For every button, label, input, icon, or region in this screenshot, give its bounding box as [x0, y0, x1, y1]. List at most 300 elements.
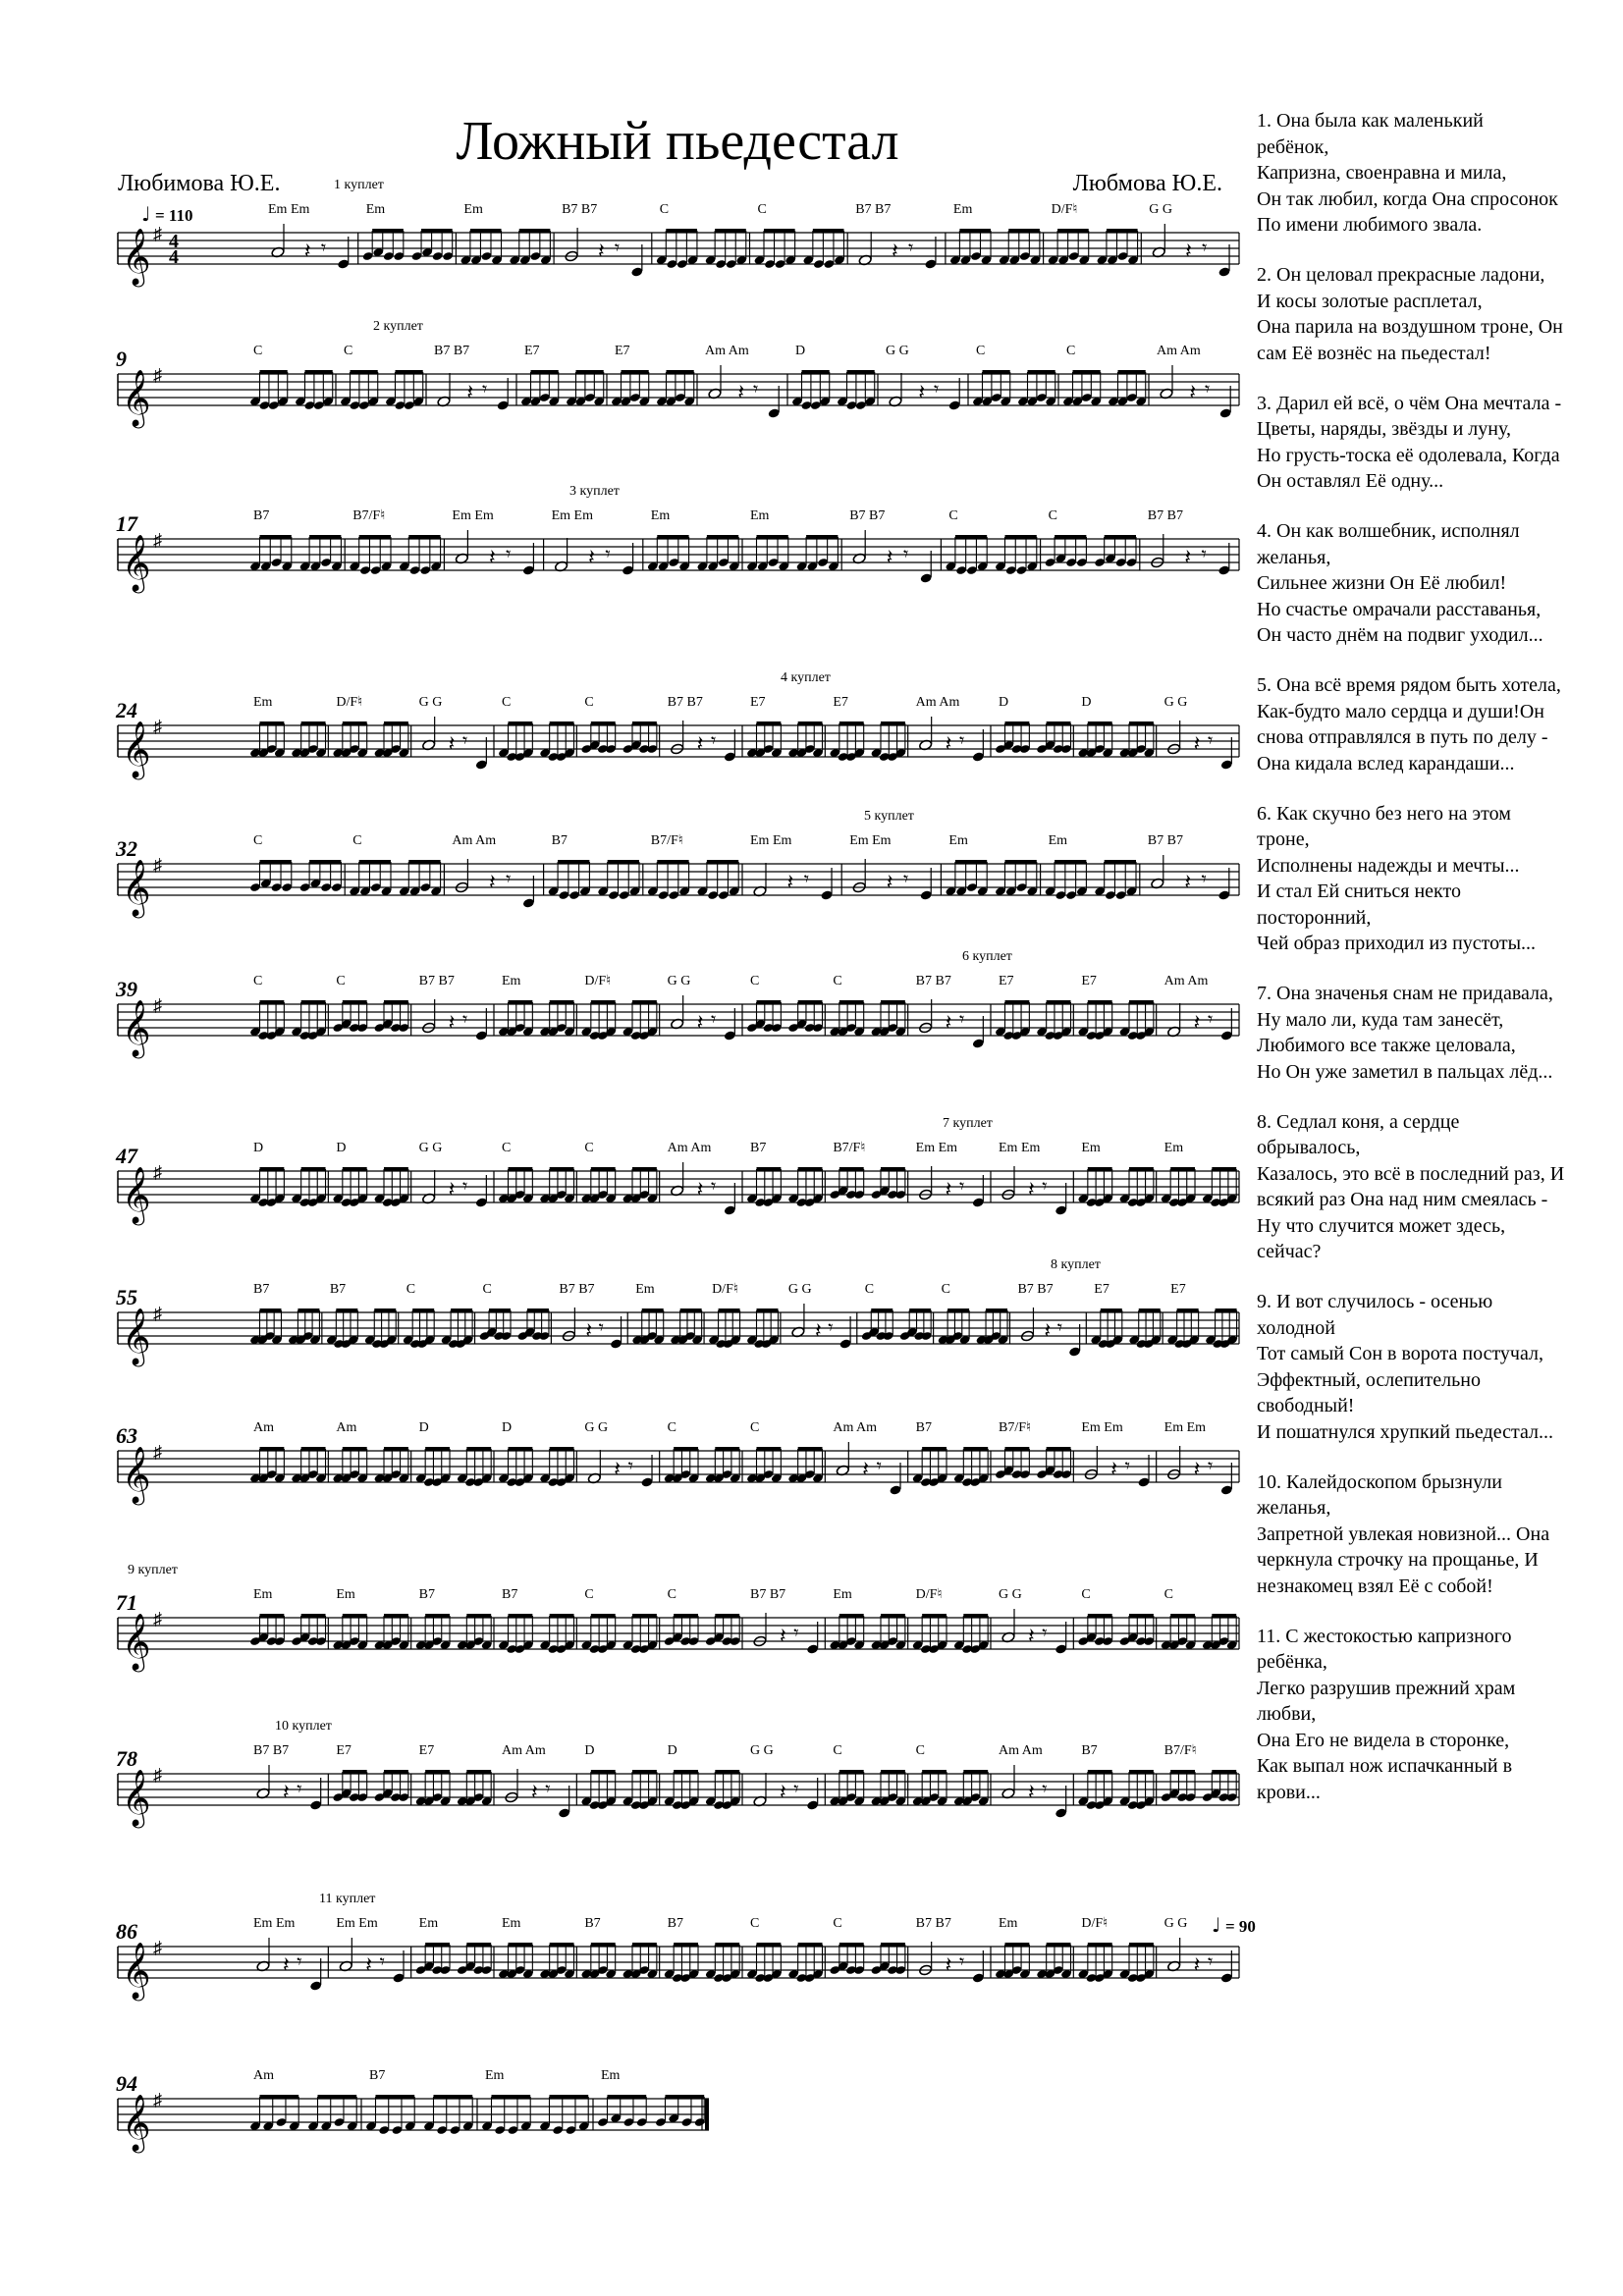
eighth-rest-icon: 𝄾 [793, 1777, 799, 1800]
eighth-rest-icon: 𝄾 [461, 728, 468, 752]
chord-symbol: Em [833, 1587, 852, 1602]
chord-symbol: C [833, 974, 842, 988]
sharp-icon: ♯ [153, 1765, 162, 1785]
eighth-rest-icon: 𝄾 [793, 1621, 799, 1644]
quarter-rest-icon: 𝄽 [945, 1011, 952, 1036]
lyric-line: Как-будто мало сердца и души!Он [1257, 700, 1544, 722]
eighth-rest-icon: 𝄾 [1202, 236, 1208, 259]
quarter-rest-icon: 𝄽 [1184, 871, 1192, 895]
chord-symbol: G G [750, 1743, 774, 1758]
lyric-line: 9. И вот случилось - осенью [1257, 1291, 1493, 1312]
chord-symbol: B7 [584, 1916, 601, 1931]
chord-symbol: Em [750, 508, 770, 523]
chord-symbol: B7 B7 [849, 508, 886, 523]
chord-symbol: Em [502, 974, 521, 988]
chord-symbol: B7 [418, 1587, 436, 1602]
quarter-rest-icon: 𝄽 [282, 1781, 290, 1805]
lyric-line: Запретной увлекая новизной... Она [1257, 1522, 1550, 1545]
eighth-rest-icon: 𝄾 [605, 542, 611, 565]
lyric-line: Капризна, своенравна и мила, [1257, 162, 1507, 184]
eighth-rest-icon: 𝄾 [1207, 1007, 1214, 1031]
verse-label: 9 куплет [128, 1563, 178, 1577]
lyric-line: свободный! [1257, 1395, 1355, 1416]
quarter-rest-icon: 𝄽 [945, 732, 952, 757]
chord-symbol: C [584, 1587, 594, 1602]
chord-symbol: Em [948, 833, 968, 848]
verse-label: 4 куплет [781, 670, 831, 685]
chord-symbol: D/F♮ [915, 1587, 943, 1602]
lyric-line: По имени любимого звала. [1257, 214, 1483, 236]
lyrics-verse [1257, 391, 1596, 495]
quarter-rest-icon: 𝄽 [448, 1011, 456, 1036]
chord-symbol: C [750, 1916, 760, 1931]
chord-symbol: Em Em [915, 1141, 958, 1155]
chord-symbol: Em [650, 508, 671, 523]
chord-symbol: B7 B7 [562, 202, 598, 217]
tempo-marking: = 110 [155, 206, 193, 225]
sharp-icon: ♯ [153, 2090, 162, 2109]
chord-symbol: D [418, 1420, 429, 1435]
lyrics-verse [1257, 672, 1596, 776]
lyric-line: сам Её вознёс на пьедестал! [1257, 342, 1491, 364]
sharp-icon: ♯ [153, 530, 162, 550]
lyric-line: Как выпал нож испачканный в [1257, 1755, 1513, 1777]
chord-symbol: D [795, 344, 806, 358]
chord-symbol: B7 B7 [1147, 833, 1183, 848]
chord-symbol: C [584, 695, 594, 710]
chord-symbol: Em Em [999, 1141, 1041, 1155]
chord-symbol: C [502, 1141, 512, 1155]
chord-symbol: D/F♮ [336, 695, 363, 710]
treble-clef-icon: 𝄞 [122, 2094, 151, 2151]
eighth-rest-icon: 𝄾 [934, 377, 940, 400]
chord-symbol: Em [601, 2068, 621, 2083]
quarter-rest-icon: 𝄽 [696, 1011, 704, 1036]
verse-label: 6 куплет [962, 949, 1012, 964]
chord-symbol: B7 B7 [253, 1743, 290, 1758]
chord-symbol: C [833, 1916, 842, 1931]
lyric-line: Чей образ приходил из пустоты... [1257, 933, 1537, 954]
eighth-rest-icon: 𝄾 [320, 236, 327, 259]
measure-number: 86 [116, 1919, 137, 1944]
chord-symbol: G G [1149, 202, 1173, 217]
chord-symbol: Em [1048, 833, 1068, 848]
lyric-line: ребёнка, [1257, 1651, 1327, 1673]
chord-symbol: Am Am [452, 833, 497, 848]
eighth-rest-icon: 𝄾 [958, 1007, 965, 1031]
eighth-rest-icon: 𝄾 [908, 236, 914, 259]
eighth-rest-icon: 𝄾 [506, 867, 512, 890]
chord-symbol: Em Em [336, 1916, 378, 1931]
lyric-line: Ну мало ли, куда там занесёт, [1257, 1008, 1504, 1031]
eighth-rest-icon: 𝄾 [958, 728, 965, 752]
chord-symbol: D/F♮ [1051, 202, 1078, 217]
sharp-icon: ♯ [153, 1304, 162, 1323]
chord-symbol: C [1066, 344, 1076, 358]
lyric-line: 8. Седлал коня, а сердце [1257, 1110, 1460, 1133]
chord-symbol: C [352, 833, 362, 848]
eighth-rest-icon: 𝄾 [1042, 1621, 1048, 1644]
lyric-line: И пошатнулся хрупкий пьедестал... [1257, 1420, 1553, 1443]
eighth-rest-icon: 𝄾 [461, 1174, 468, 1198]
chord-symbol: B7 [502, 1587, 518, 1602]
measure-number: 94 [116, 2071, 137, 2096]
treble-clef-icon: 𝄞 [122, 534, 151, 591]
song-title: Ложный пьедестал [456, 111, 899, 172]
chord-symbol: C [253, 833, 263, 848]
lyrics-verse [1257, 518, 1596, 649]
quarter-rest-icon: 𝄽 [945, 1953, 952, 1978]
sharp-icon: ♯ [153, 365, 162, 385]
quarter-rest-icon: 𝄽 [303, 240, 311, 264]
treble-clef-icon: 𝄞 [122, 369, 151, 426]
quarter-rest-icon: 𝄽 [488, 546, 496, 570]
chord-symbol: C [750, 1420, 760, 1435]
chord-symbol: C [253, 344, 263, 358]
lyric-line: Легко разрушив прежний храм [1257, 1677, 1516, 1699]
chord-symbol: B7 B7 [418, 974, 455, 988]
treble-clef-icon: 𝄞 [122, 1166, 151, 1223]
chord-symbol: B7 B7 [559, 1282, 595, 1297]
chord-symbol: E7 [750, 695, 766, 710]
chord-symbol: Em Em [849, 833, 892, 848]
chord-symbol: C [976, 344, 986, 358]
lyric-line: черкнула строчку на прощанье, И [1257, 1549, 1539, 1571]
lyric-line: Но счастье омрачали расставанья, [1257, 598, 1542, 620]
measure-number: 63 [116, 1423, 137, 1448]
eighth-rest-icon: 𝄾 [297, 1949, 302, 1973]
chord-symbol: B7/F♮ [833, 1141, 866, 1155]
lyric-line: незнакомец взял Её с собой! [1257, 1575, 1493, 1597]
eighth-rest-icon: 𝄾 [1207, 728, 1214, 752]
chord-symbol: B7/F♮ [1163, 1743, 1197, 1758]
treble-clef-icon: 𝄞 [122, 1446, 151, 1503]
chord-symbol: B7 [253, 508, 270, 523]
eighth-rest-icon: 𝄾 [958, 1949, 965, 1973]
quarter-rest-icon: 𝄽 [530, 1781, 538, 1805]
chord-symbol: Am Am [502, 1743, 546, 1758]
measure-number: 39 [116, 977, 137, 1001]
eighth-rest-icon: 𝄾 [1042, 1777, 1048, 1800]
eighth-rest-icon: 𝄾 [598, 1315, 604, 1339]
chord-symbol: Am [253, 1420, 274, 1435]
chord-symbol: Am Am [1163, 974, 1209, 988]
lyric-line: посторонний, [1257, 906, 1372, 929]
eighth-rest-icon: 𝄾 [902, 867, 909, 890]
lyric-line: желанья, [1257, 1497, 1331, 1519]
chord-symbol: G G [584, 1420, 609, 1435]
chord-symbol: E7 [999, 974, 1014, 988]
treble-clef-icon: 𝄞 [122, 1308, 151, 1364]
chord-symbol: C [1081, 1587, 1091, 1602]
author-left: Любимова Ю.Е. [118, 171, 281, 196]
chord-symbol: D/F♮ [1081, 1916, 1109, 1931]
chord-symbol: C [667, 1587, 677, 1602]
chord-symbol: B7/F♮ [999, 1420, 1032, 1435]
eighth-rest-icon: 𝄾 [958, 1174, 965, 1198]
eighth-rest-icon: 𝄾 [710, 728, 717, 752]
lyric-line: Цветы, наряды, звёзды и луну, [1257, 418, 1511, 440]
lyrics-verse [1257, 1289, 1596, 1445]
lyric-line: желанья, [1257, 546, 1331, 568]
chord-symbol: C [915, 1743, 926, 1758]
lyric-line: Он оставлял Её одну... [1257, 470, 1444, 492]
chord-symbol: Am Am [667, 1141, 712, 1155]
chord-symbol: E7 [336, 1743, 352, 1758]
chord-symbol: Em [418, 1916, 439, 1931]
chord-symbol: G G [1163, 695, 1188, 710]
eighth-rest-icon: 𝄾 [1042, 1174, 1048, 1198]
chord-symbol: C [502, 695, 512, 710]
lyric-line: 3. Дарил ей всё, о чём Она мечтала - [1257, 392, 1562, 414]
chord-symbol: B7 [915, 1420, 933, 1435]
lyrics-verse [1257, 1624, 1596, 1806]
chord-symbol: Em [1081, 1141, 1101, 1155]
chord-symbol: Am Am [705, 344, 749, 358]
chord-symbol: C [757, 202, 767, 217]
chord-symbol: D [1081, 695, 1092, 710]
chord-symbol: Em [1163, 1141, 1184, 1155]
measure-number: 9 [116, 347, 127, 371]
quarter-rest-icon: 𝄽 [448, 732, 456, 757]
quarter-rest-icon: 𝄽 [1184, 546, 1192, 570]
measure-number: 17 [116, 511, 137, 536]
eighth-rest-icon: 𝄾 [902, 542, 909, 565]
quarter-rest-icon: 𝄽 [1110, 1458, 1118, 1482]
chord-symbol: B7 B7 [667, 695, 703, 710]
quarter-rest-icon: 𝄽 [1027, 1625, 1035, 1649]
sharp-icon: ♯ [153, 995, 162, 1015]
chord-symbol: G G [886, 344, 909, 358]
chord-symbol: D [667, 1743, 677, 1758]
chord-symbol: C [948, 508, 958, 523]
lyrics-verse [1257, 981, 1596, 1085]
lyric-line: Эффектный, ослепительно [1257, 1368, 1481, 1391]
quarter-rest-icon: 𝄽 [737, 381, 745, 405]
lyric-line: снова отправлялся в путь по делу - [1257, 726, 1548, 748]
lyric-line: обрывалось, [1257, 1137, 1361, 1158]
quarter-rest-icon: 𝄽 [779, 1781, 786, 1805]
chord-symbol: C [941, 1282, 950, 1297]
treble-clef-icon: 𝄞 [122, 1769, 151, 1826]
lyric-line: ребёнок, [1257, 135, 1329, 158]
chord-symbol: Em [502, 1916, 521, 1931]
quarter-rest-icon: 𝄽 [696, 1178, 704, 1202]
chord-symbol: C [667, 1420, 677, 1435]
lyrics-verse [1257, 1109, 1596, 1265]
eighth-rest-icon: 𝄾 [1205, 377, 1211, 400]
chord-symbol: G G [418, 695, 443, 710]
sharp-icon: ♯ [153, 1609, 162, 1629]
treble-clef-icon: 𝄞 [122, 228, 151, 285]
chord-symbol: Em Em [253, 1916, 296, 1931]
chord-symbol: C [344, 344, 353, 358]
chord-symbol: Am Am [1157, 344, 1201, 358]
chord-symbol: Em Em [452, 508, 494, 523]
quarter-rest-icon: 𝄽 [282, 1953, 290, 1978]
time-signature-top: 4 [169, 231, 179, 252]
chord-symbol: D/F♮ [584, 974, 612, 988]
lyric-line: Он часто днём на подвиг уходил... [1257, 624, 1543, 646]
chord-symbol: B7 B7 [1147, 508, 1183, 523]
chord-symbol: B7/F♮ [650, 833, 683, 848]
eighth-rest-icon: 𝄾 [1207, 1454, 1214, 1477]
eighth-rest-icon: 𝄾 [1056, 1315, 1063, 1339]
quarter-rest-icon: 𝄽 [779, 1625, 786, 1649]
eighth-rest-icon: 𝄾 [710, 1007, 717, 1031]
quarter-rest-icon: 𝄽 [488, 871, 496, 895]
lyric-line: холодной [1257, 1316, 1335, 1339]
lyric-line: 2. Он целовал прекрасные ладони, [1257, 264, 1545, 286]
eighth-rest-icon: 𝄾 [710, 1174, 717, 1198]
lyric-line: Ну что случится может здесь, [1257, 1214, 1506, 1237]
lyric-line: всякий раз Она над ним смеялась - [1257, 1189, 1548, 1210]
lyric-line: 7. Она значенья снам не придавала, [1257, 983, 1553, 1004]
quarter-rest-icon: 𝄽 [1027, 1178, 1035, 1202]
eighth-rest-icon: 𝄾 [876, 1454, 882, 1477]
chord-symbol: D/F♮ [712, 1282, 738, 1297]
chord-symbol: Em [253, 1587, 273, 1602]
quarter-rest-icon: 𝄽 [1193, 732, 1201, 757]
eighth-rest-icon: 𝄾 [379, 1949, 385, 1973]
author-right: Любмова Ю.Е. [1072, 171, 1222, 196]
chord-symbol: E7 [615, 344, 630, 358]
chord-symbol: B7 B7 [855, 202, 892, 217]
eighth-rest-icon: 𝄾 [614, 236, 621, 259]
chord-symbol: D [253, 1141, 264, 1155]
chord-symbol: Am [253, 2068, 274, 2083]
lyrics-verse [1257, 1469, 1596, 1600]
quarter-rest-icon: 𝄽 [365, 1953, 373, 1978]
lyrics-column [1257, 108, 1596, 1830]
chord-symbol: B7 B7 [915, 974, 951, 988]
eighth-rest-icon: 𝄾 [803, 867, 810, 890]
tempo-marking: = 90 [1225, 1917, 1256, 1936]
lyrics-verse [1257, 262, 1596, 366]
lyric-line: Она кидала вслед карандаши... [1257, 752, 1515, 774]
measure-number: 78 [116, 1746, 137, 1771]
measure-number: 32 [116, 836, 137, 861]
chord-symbol: D [502, 1420, 513, 1435]
quarter-rest-icon: 𝄽 [814, 1319, 822, 1344]
lyric-line: И косы золотые расплетал, [1257, 290, 1483, 312]
quarter-rest-icon: 𝄽 [886, 546, 893, 570]
chord-symbol: G G [787, 1282, 812, 1297]
quarter-rest-icon: 𝄽 [1189, 381, 1197, 405]
sharp-icon: ♯ [153, 1162, 162, 1182]
quarter-rest-icon: 𝄽 [945, 1178, 952, 1202]
lyric-line: 4. Он как волшебник, исполнял [1257, 520, 1520, 542]
treble-clef-icon: 𝄞 [122, 859, 151, 916]
chord-symbol: Em [485, 2068, 505, 2083]
lyric-line: Он так любил, когда Она спросонок [1257, 187, 1558, 210]
verse-label: 11 куплет [319, 1892, 376, 1906]
chord-symbol: Em Em [750, 833, 792, 848]
chord-symbol: Em [952, 202, 973, 217]
chord-symbol: Em Em [1163, 1420, 1207, 1435]
treble-clef-icon: 𝄞 [122, 1942, 151, 1999]
chord-symbol: D [584, 1743, 595, 1758]
measure-number: 55 [116, 1285, 137, 1309]
eighth-rest-icon: 𝄾 [1207, 1949, 1214, 1973]
lyric-line: Сильнее жизни Он Её любил! [1257, 572, 1507, 594]
chord-symbol: D [336, 1141, 347, 1155]
sharp-icon: ♯ [153, 717, 162, 736]
lyric-line: крови... [1257, 1781, 1321, 1803]
eighth-rest-icon: 𝄾 [482, 377, 488, 400]
chord-symbol: Em [365, 202, 386, 217]
lyric-line: 6. Как скучно без него на этом [1257, 802, 1511, 825]
quarter-rest-icon: 𝄽 [1193, 1011, 1201, 1036]
chord-symbol: B7 B7 [1017, 1282, 1054, 1297]
verse-label: 1 куплет [334, 178, 384, 192]
quarter-rest-icon: 𝄽 [918, 381, 926, 405]
quarter-rest-icon: 𝄽 [886, 871, 893, 895]
chord-symbol: D [999, 695, 1009, 710]
quarter-rest-icon: 𝄽 [696, 732, 704, 757]
eighth-rest-icon: 𝄾 [753, 377, 759, 400]
chord-symbol: C [253, 974, 263, 988]
chord-symbol: Em Em [551, 508, 593, 523]
verse-label: 7 куплет [943, 1116, 993, 1131]
verse-label: 3 куплет [569, 484, 620, 499]
chord-symbol: B7 B7 [750, 1587, 786, 1602]
tempo-note-icon: ♩ [1212, 1913, 1221, 1937]
chord-symbol: B7 [253, 1282, 270, 1297]
chord-symbol: Em [999, 1916, 1018, 1931]
lyric-line: Казалось, это всё в последний раз, И [1257, 1162, 1565, 1185]
chord-symbol: B7 B7 [915, 1916, 951, 1931]
lyric-line: любви, [1257, 1703, 1317, 1725]
eighth-rest-icon: 𝄾 [545, 1777, 551, 1800]
chord-symbol: G G [667, 974, 691, 988]
lyric-line: 10. Калейдоскопом брызнули [1257, 1470, 1502, 1493]
eighth-rest-icon: 𝄾 [461, 1007, 468, 1031]
chord-symbol: C [1048, 508, 1057, 523]
chord-symbol: E7 [1170, 1282, 1186, 1297]
quarter-rest-icon: 𝄽 [588, 546, 595, 570]
lyric-line: Тот самый Сон в ворота постучал, [1257, 1343, 1544, 1364]
chord-symbol: B7 B7 [434, 344, 470, 358]
quarter-rest-icon: 𝄽 [597, 240, 605, 264]
lyric-line: 11. С жестокостью капризного [1257, 1625, 1512, 1647]
lyric-line: 5. Она всё время рядом быть хотела, [1257, 674, 1561, 696]
quarter-rest-icon: 𝄽 [1185, 240, 1192, 264]
quarter-rest-icon: 𝄽 [1193, 1458, 1201, 1482]
verse-label: 5 куплет [864, 809, 914, 824]
lyric-line: сейчас? [1257, 1241, 1322, 1262]
measure-number: 24 [116, 698, 137, 722]
quarter-rest-icon: 𝄽 [448, 1178, 456, 1202]
eighth-rest-icon: 𝄾 [1201, 867, 1207, 890]
quarter-rest-icon: 𝄽 [1027, 1781, 1035, 1805]
chord-symbol: G G [1163, 1916, 1188, 1931]
chord-symbol: B7 [1081, 1743, 1098, 1758]
chord-symbol: G G [999, 1587, 1022, 1602]
chord-symbol: C [659, 202, 670, 217]
chord-symbol: E7 [418, 1743, 435, 1758]
chord-symbol: Em [336, 1587, 355, 1602]
sharp-icon: ♯ [153, 855, 162, 875]
chord-symbol: Am [336, 1420, 357, 1435]
quarter-rest-icon: 𝄽 [1193, 1953, 1201, 1978]
chord-symbol: B7 [667, 1916, 684, 1931]
tempo-note-icon: ♩ [141, 202, 151, 226]
chord-symbol: C [833, 1743, 842, 1758]
lyric-line: Она Его не видела в сторонке, [1257, 1729, 1510, 1751]
measure-number: 71 [116, 1590, 137, 1615]
verse-label: 10 куплет [275, 1719, 332, 1734]
